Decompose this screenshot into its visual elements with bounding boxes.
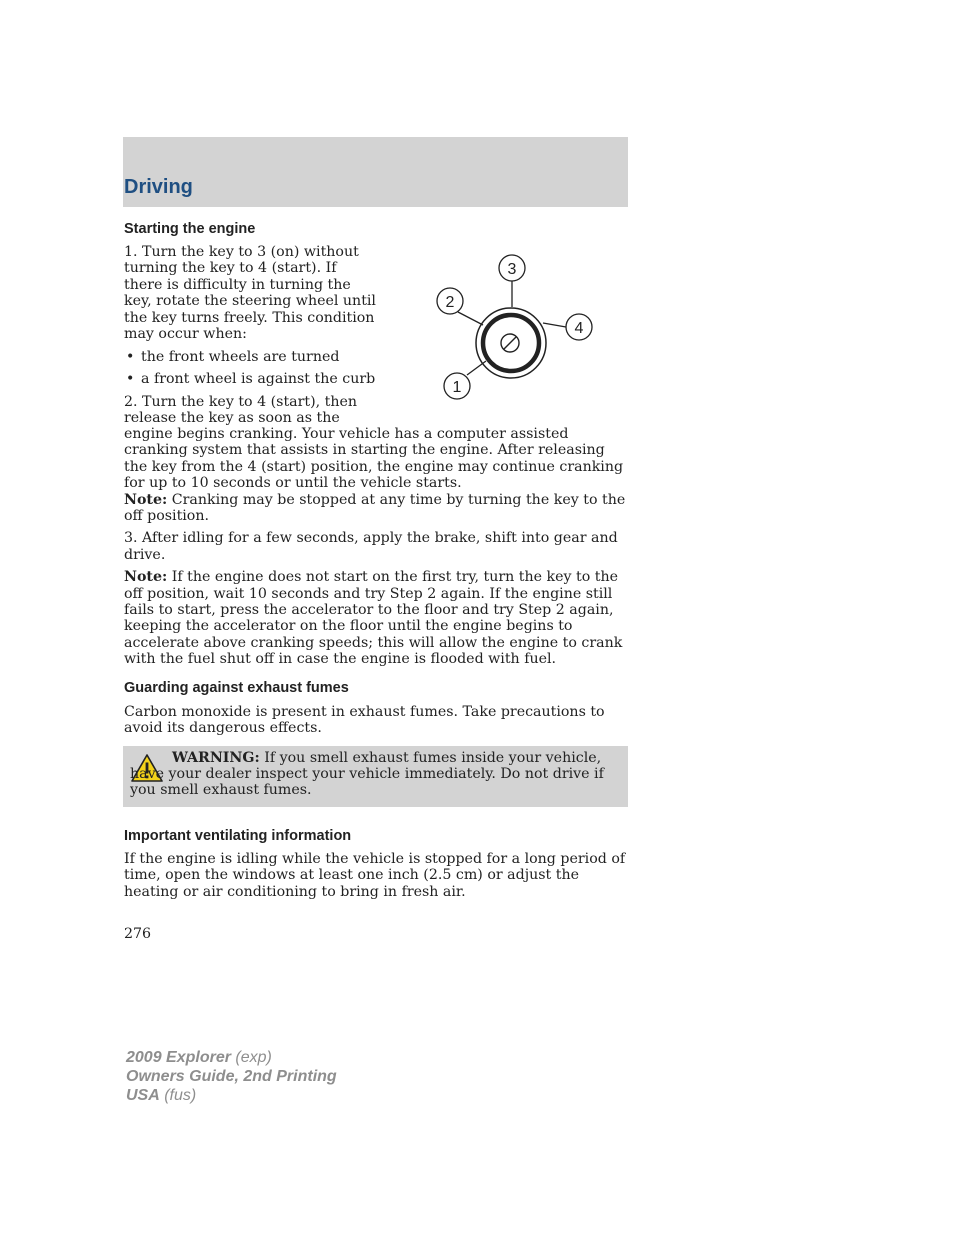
position-2-line [458,312,483,325]
step-3: 3. After idling for a few seconds, apply the brake, shift into gear and drive. [124,530,618,563]
footer-market-code: (fus) [159,1087,197,1104]
exhaust-body [124,704,628,737]
bullet-item: • the front wheels are turned [124,349,414,365]
footer-market: USA [126,1087,160,1104]
note-text: Cranking may be stopped at any time by turning the key to the off position. [124,491,626,525]
page-number: 276 [124,926,152,942]
bullet-item: • a front wheel is against the curb [124,371,414,387]
position-4-label: 4 [574,320,584,337]
ignition-switch-diagram [430,250,605,405]
step-2-continued [124,426,628,668]
step-2-rest-text: engine begins cranking. Your vehicle has a computer assisted cranking system that assists in starting the engine. After releasing the key from the 4 (start) position, the engine may continue cranking for up to 10 seconds or until the vehicle starts. [124,426,624,492]
step-2-top-text: 2. Turn the key to 4 (start), then release the key as soon as the [124,394,358,427]
ventilating-body-text: If the engine is idling while the vehicle is stopped for a long period of time, open the windows at least one inch (2.5 cm) or adjust the heating or air conditioning to bring in fresh air. [124,851,626,900]
note-text: If the engine does not start on the first try, turn the key to the off position, wait 10 seconds and try Step 2 again. If the engine still fails to start, press the accelerator to the floor and try Step 2 again, keeping the accelerator on the floor until the engine begins to accelerate above cranking speeds; this will allow the engine to crank with the fuel shut off in case the engine is flooded with fuel. [124,569,623,668]
warning-label: WARNING: [172,750,260,766]
footer-guide: Owners Guide, 2nd Printing [126,1068,337,1085]
bullet-list [124,349,414,387]
note-label: Note: [124,569,168,586]
note-2 [124,569,628,667]
position-4-line [543,323,566,327]
document-footer [126,1048,337,1105]
footer-model-code: (exp) [230,1049,272,1066]
warning-message: If you smell exhaust fumes inside your vehicle, have your dealer inspect your vehicle immediately. Do not drive if you smell exhaust fumes. [130,750,604,799]
section-header-band [123,137,628,207]
position-2-label: 2 [445,294,455,311]
position-3-label: 3 [507,261,517,278]
lock-cylinder-outer [476,308,546,378]
step-1-text: 1. Turn the key to 3 (on) without turning the key to 4 (start). If there is difficulty in turning the key, rotate the steering wheel until the key turns freely. This condition may occur when: [124,244,376,343]
step-1 [124,244,378,342]
position-1-label: 1 [452,379,462,396]
exhaust-body-text: Carbon monoxide is present in exhaust fumes. Take precautions to avoid its dangerous effects. [124,704,605,737]
note-1 [124,492,628,525]
heading-ventilating: Important ventilating information [124,828,352,844]
footer-line-3 [126,1086,337,1105]
lock-cylinder-ring [483,315,539,371]
footer-model: 2009 Explorer [126,1049,231,1066]
footer-line-1 [126,1048,337,1067]
warning-text [130,750,622,799]
key-slot-line [504,337,516,349]
heading-starting-engine: Starting the engine [124,221,256,237]
warning-box [123,746,628,807]
footer-line-2 [126,1067,337,1086]
ventilating-body [124,851,628,900]
step-2-top [124,394,364,427]
heading-exhaust-fumes: Guarding against exhaust fumes [124,680,349,696]
section-title: Driving [124,176,193,198]
note-label: Note: [124,491,168,508]
